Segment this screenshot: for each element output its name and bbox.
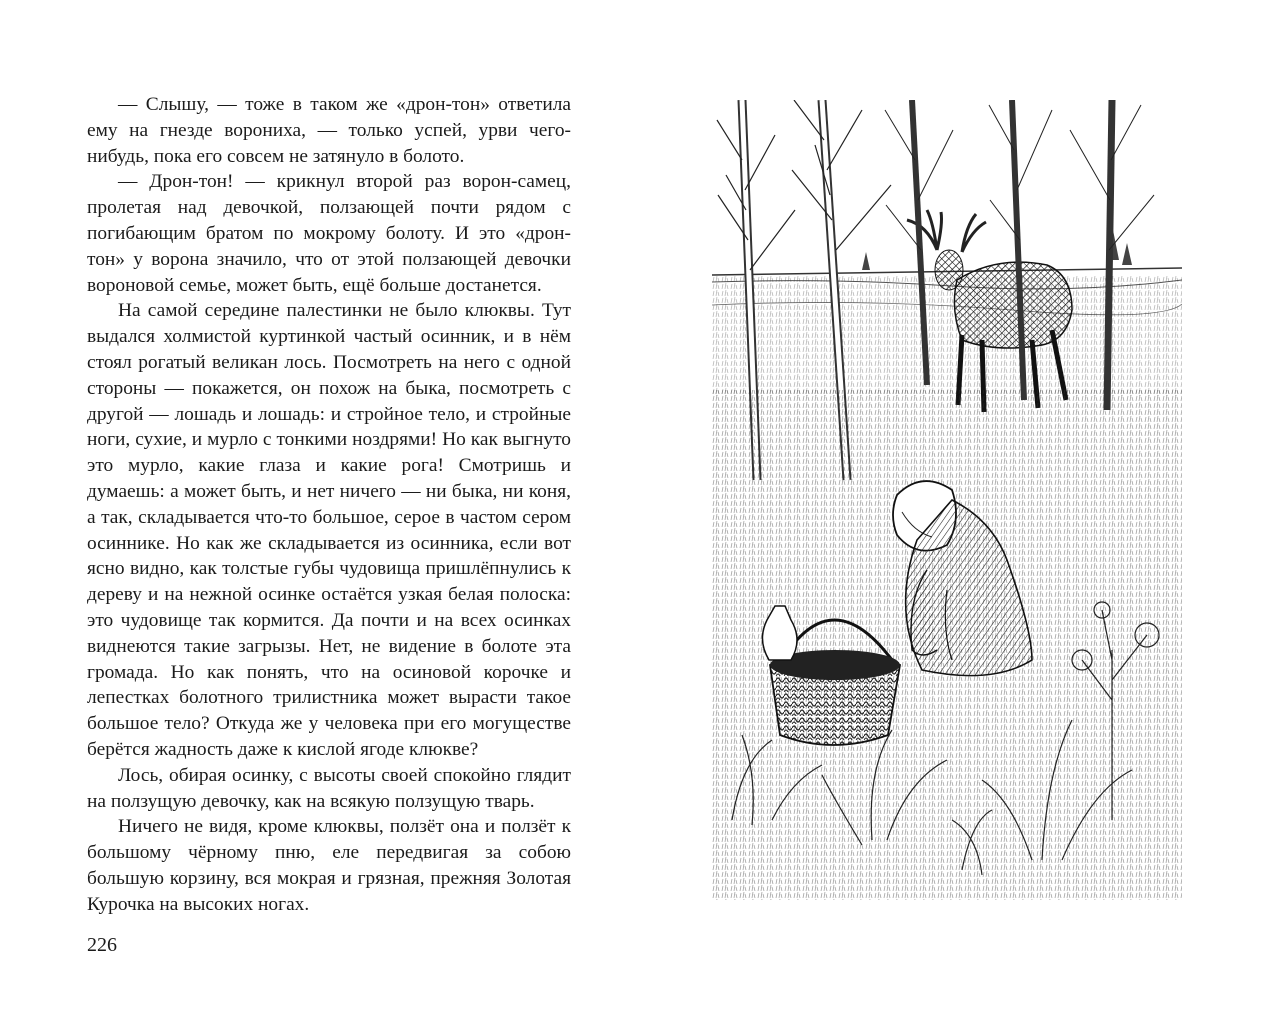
left-page-text	[87, 92, 571, 918]
moose-and-girl-illustration	[712, 100, 1182, 900]
page-number: 226	[87, 934, 117, 956]
paragraph-4: Лось, обирая осинку, с высоты своей спокойно глядит на ползущую девочку, как на всякую ползущую тварь.	[87, 764, 571, 812]
paragraph-5: Ничего не видя, кроме клюквы, ползёт она и ползёт к большому чёрному пню, еле передвигая за собою большую корзину, вся мокрая и грязная, прежняя Золотая Курочка на высоких ногах.	[87, 816, 571, 915]
paragraph-2: — Дрон-тон! — крикнул второй раз ворон-самец, пролетая над девочкой, ползающей почти рядом с погибающим братом по мокрому болоту. И это «дрон-тон» у ворона значило, что от этой ползающей девочки вороновой семье, может быть, ещё больше достанется.	[87, 171, 571, 296]
paragraph-1: — Слышу, — тоже в таком же «дрон-тон» ответила ему на гнезде ворониха, — только успей, урви чего-нибудь, пока его совсем не затянуло в болото.	[87, 94, 571, 167]
paragraph-3: На самой середине палестинки не было клюквы. Тут выдался холмистой куртинкой частый осинник, и в нём стоял рогатый великан лось. Посмотреть на него с одной стороны — покажется, он похож на быка, посмотреть с другой — лошадь и лошадь: и стройное тело, и стройные ноги, сухие, и мурло с тонкими ноздрями! Но как выгнуто это мурло, какие глаза и какие рога! Смотришь и думаешь: а может быть, и нет ничего — ни быка, ни коня, а так, складывается что-то большое, серое в частом сером осиннике. Но как же складывается из осинника, если вот ясно видно, как толстые губы чудовища пришлёпнулись к дереву и на нежной осинке остаётся узкая белая полоска: это чудовище так кормится. Да почти и на всех осинках виднеются такие загрызы. Нет, не видение в болоте эта громада. Но как понять, что на осиновой корочке и лепестках болотного трилистника может вырасти такое большое тело? Откуда же у человека при его могуществе берётся жадность даже к кислой ягоде клюкве?	[87, 300, 571, 760]
